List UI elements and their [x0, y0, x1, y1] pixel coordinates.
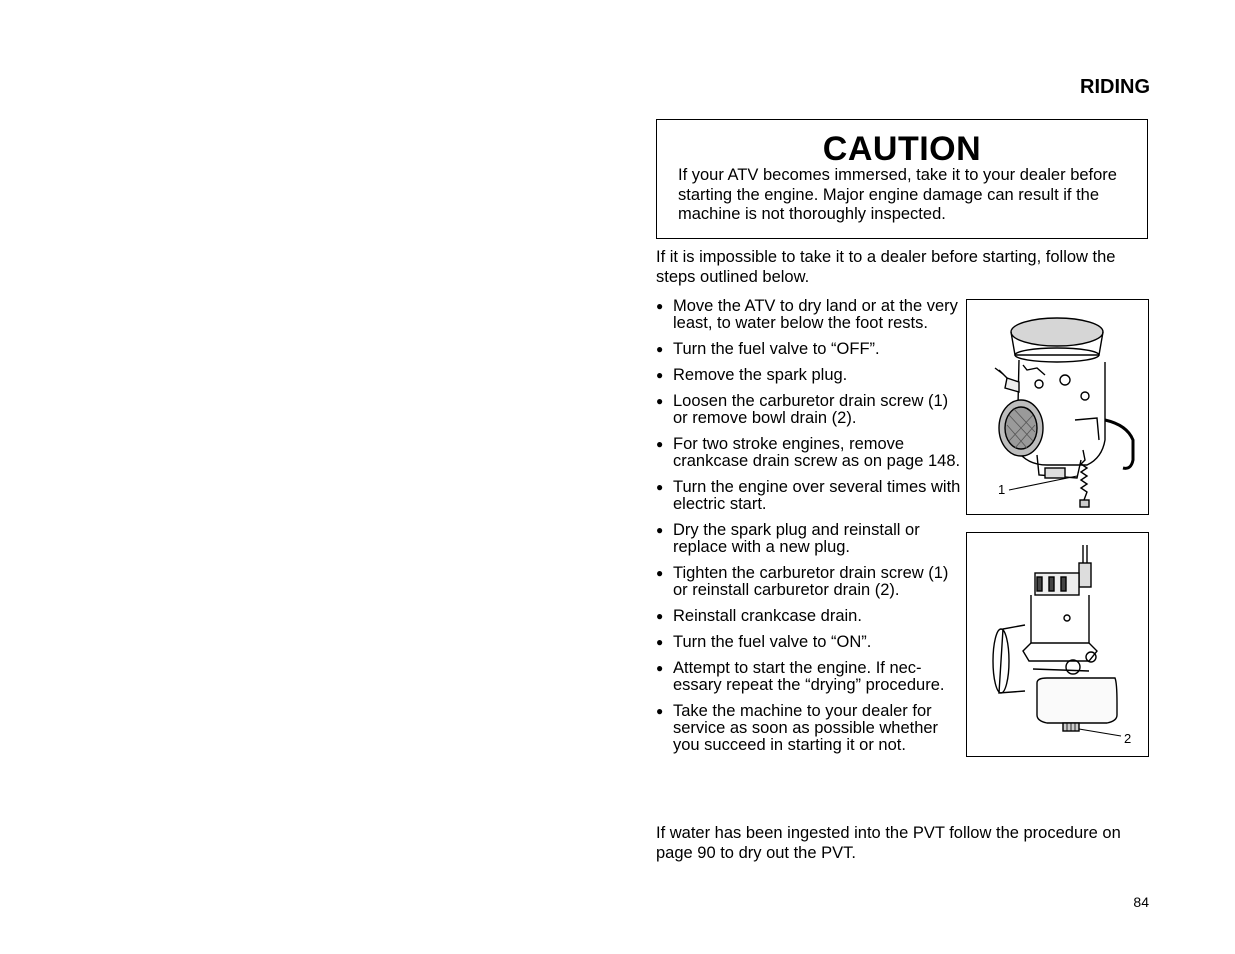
- step-text: For two stroke engines, remove crankcase drain screw as on page 148.: [673, 435, 961, 470]
- bullet-icon: ●: [656, 437, 664, 451]
- list-item: [656, 393, 966, 427]
- list-item: [656, 608, 966, 625]
- list-item: [656, 436, 966, 470]
- list-item: [656, 522, 966, 556]
- step-text: Attempt to start the engine. If nec-essary repeat the “drying” procedure.: [673, 659, 945, 694]
- list-item: [656, 703, 966, 754]
- bullet-icon: ●: [656, 299, 664, 313]
- bullet-icon: ●: [656, 394, 664, 408]
- list-item: [656, 479, 966, 513]
- caution-title: CAUTION: [822, 130, 982, 168]
- carburetor-drain-screw-illustration: [967, 300, 1150, 516]
- bullet-icon: ●: [656, 635, 664, 649]
- step-text: Turn the engine over several times with electric start.: [673, 478, 961, 513]
- carburetor-bowl-drain-illustration: [967, 533, 1150, 758]
- bullet-icon: ●: [656, 609, 664, 623]
- bullet-icon: ●: [656, 480, 664, 494]
- step-text: Move the ATV to dry land or at the very least, to water below the foot rests.: [673, 297, 958, 332]
- list-item: [656, 660, 966, 694]
- bullet-icon: ●: [656, 368, 664, 382]
- list-item: [656, 341, 966, 358]
- step-text: Take the machine to your dealer for service as soon as possible whether you succeed in starting it or not.: [673, 702, 939, 754]
- list-item: [656, 634, 966, 651]
- step-text: Tighten the carburetor drain screw (1) or reinstall carburetor drain (2).: [673, 564, 949, 599]
- step-text: Dry the spark plug and reinstall or replace with a new plug.: [673, 521, 920, 556]
- callout-label-2: 2: [1124, 731, 1132, 746]
- step-text: Turn the fuel valve to “ON”.: [673, 633, 872, 651]
- intro-paragraph: If it is impossible to take it to a dealer before starting, follow the steps outlined below.: [656, 248, 1116, 286]
- carburetor-figure-1: [966, 299, 1149, 515]
- bullet-icon: ●: [656, 342, 664, 356]
- pvt-note-paragraph: If water has been ingested into the PVT follow the procedure on page 90 to dry out the PVT.: [656, 824, 1121, 862]
- section-title: RIDING: [1080, 76, 1150, 98]
- bullet-icon: ●: [656, 704, 664, 718]
- page-number: 84: [1133, 894, 1149, 910]
- caution-box: [656, 119, 1148, 239]
- step-text: Loosen the carburetor drain screw (1) or remove bowl drain (2).: [673, 392, 949, 427]
- bullet-icon: ●: [656, 566, 664, 580]
- step-text: Turn the fuel valve to “OFF”.: [673, 340, 880, 358]
- list-item: [656, 367, 966, 384]
- list-item: [656, 298, 966, 332]
- steps-list: [656, 298, 966, 754]
- list-item: [656, 565, 966, 599]
- callout-label-1: 1: [998, 482, 1006, 497]
- caution-text: If your ATV becomes immersed, take it to your dealer before starting the engine. Major engine damage can result if the machine is not thoroughly inspected.: [678, 166, 1117, 223]
- bullet-icon: ●: [656, 661, 664, 675]
- carburetor-figure-2: [966, 532, 1149, 757]
- bullet-icon: ●: [656, 523, 664, 537]
- step-text: Reinstall crankcase drain.: [673, 607, 862, 625]
- step-text: Remove the spark plug.: [673, 366, 848, 384]
